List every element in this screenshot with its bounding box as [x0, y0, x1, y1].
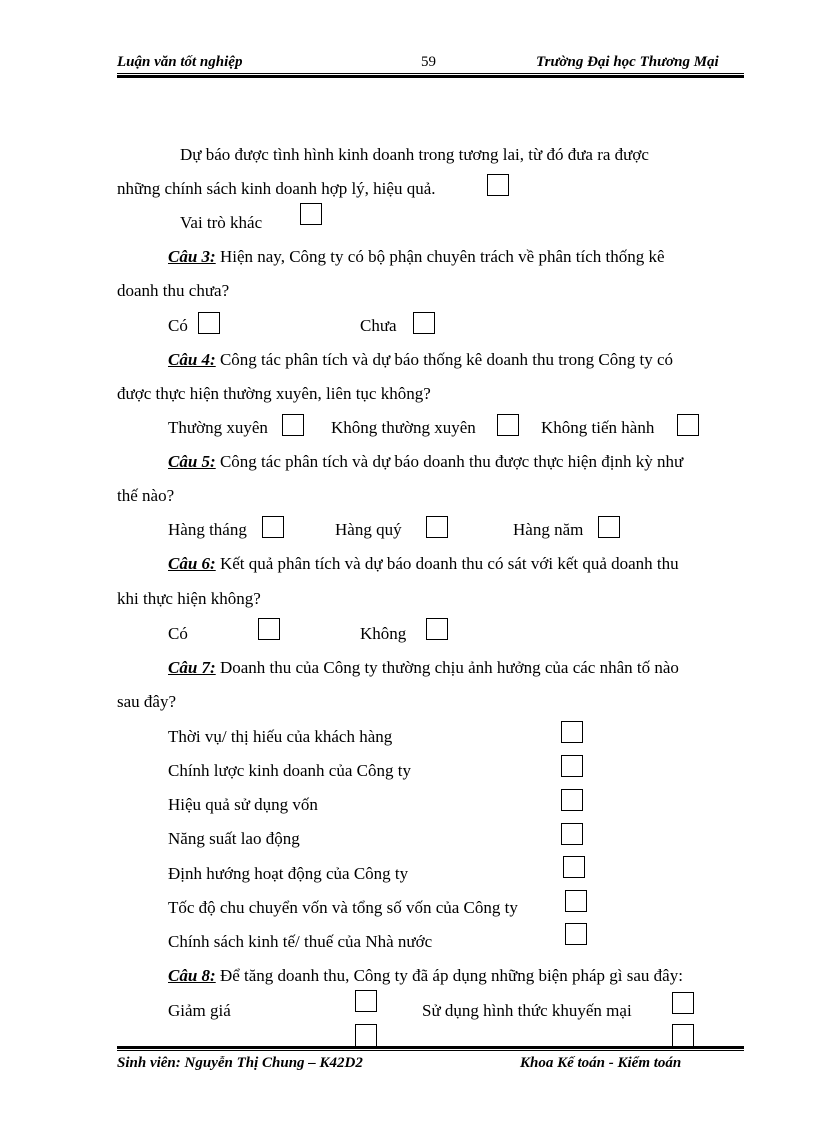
q8-opt2-checkbox[interactable]	[672, 992, 694, 1014]
q5-opt2-checkbox[interactable]	[426, 516, 448, 538]
q8-opt2-label: Sử dụng hình thức khuyến mại	[422, 1001, 632, 1020]
q5-text: Công tác phân tích và dự báo doanh thu được thực hiện định kỳ như	[215, 452, 684, 471]
q8-line-1	[168, 966, 683, 986]
q7-item: Tốc độ chu chuyển vốn và tổng số vốn của Công ty	[168, 898, 518, 917]
q7-item-checkbox[interactable]	[561, 721, 583, 743]
q7-item: Chính sách kinh tế/ thuế của Nhà nước	[168, 932, 433, 951]
q8-opt3-checkbox[interactable]	[355, 1024, 377, 1047]
q7-label: Câu 7:	[168, 658, 216, 677]
intro-line-2: những chính sách kinh doanh hợp lý, hiệu quả.	[117, 179, 436, 198]
q5-opt1-label: Hàng tháng	[168, 520, 247, 539]
footer-rule-thin	[117, 1050, 744, 1051]
q5-line-2: thế nào?	[117, 486, 175, 505]
q7-item: Định hướng hoạt động của Công ty	[168, 864, 409, 883]
q3-label: Câu 3:	[168, 247, 216, 266]
header-right: Trường Đại học Thương Mại	[536, 54, 719, 70]
q4-opt1-checkbox[interactable]	[282, 414, 304, 436]
q4-opt2-label: Không thường xuyên	[331, 418, 476, 437]
intro-line-1: Dự báo được tình hình kinh doanh trong tương lai, từ đó đưa ra được	[180, 145, 649, 164]
q7-item-checkbox[interactable]	[563, 856, 585, 878]
q6-line-1	[168, 554, 679, 574]
footer-left: Sinh viên: Nguyễn Thị Chung – K42D2	[117, 1055, 363, 1071]
q7-line-2: sau đây?	[117, 692, 177, 711]
q6-no-checkbox[interactable]	[426, 618, 448, 640]
q3-yes-label: Có	[168, 316, 188, 335]
q7-text: Doanh thu của Công ty thường chịu ảnh hưởng của các nhân tố nào	[215, 658, 679, 677]
q5-opt3-label: Hàng năm	[513, 520, 584, 539]
q8-opt1-label: Giảm giá	[168, 1001, 231, 1020]
q4-opt1-label: Thường xuyên	[168, 418, 268, 437]
header-rule-thick	[117, 75, 744, 78]
q7-item: Hiệu quả sử dụng vốn	[168, 795, 318, 814]
q4-line-2: được thực hiện thường xuyên, liên tục không?	[117, 384, 431, 403]
header-left: Luận văn tốt nghiệp	[117, 54, 243, 70]
q4-line-1	[168, 350, 673, 370]
q5-opt2-label: Hàng quý	[335, 520, 402, 539]
q7-item: Chính lược kinh doanh của Công ty	[168, 761, 411, 780]
other-role-label: Vai trò khác	[180, 213, 263, 232]
q5-opt3-checkbox[interactable]	[598, 516, 620, 538]
q8-text: Để tăng doanh thu, Công ty đã áp dụng những biện pháp gì sau đây:	[215, 966, 683, 985]
q5-line-1	[168, 452, 683, 472]
q6-yes-checkbox[interactable]	[258, 618, 280, 640]
q6-label: Câu 6:	[168, 554, 216, 573]
footer-rule-thick	[117, 1046, 744, 1049]
q5-opt1-checkbox[interactable]	[262, 516, 284, 538]
q3-text: Hiện nay, Công ty có bộ phận chuyên trách về phân tích thống kê	[215, 247, 665, 266]
q3-no-checkbox[interactable]	[413, 312, 435, 334]
page-number: 59	[421, 54, 436, 70]
q3-line-1	[168, 247, 665, 267]
q7-item-checkbox[interactable]	[561, 823, 583, 845]
q3-yes-checkbox[interactable]	[198, 312, 220, 334]
q8-opt1-checkbox[interactable]	[355, 990, 377, 1012]
checkbox-other-role[interactable]	[300, 203, 322, 225]
q4-text: Công tác phân tích và dự báo thống kê doanh thu trong Công ty có	[215, 350, 673, 369]
q6-yes-label: Có	[168, 624, 188, 643]
q4-opt3-label: Không tiến hành	[541, 418, 655, 437]
q7-item: Năng suất lao động	[168, 829, 300, 848]
q8-opt4-checkbox[interactable]	[672, 1024, 694, 1047]
q4-label: Câu 4:	[168, 350, 216, 369]
checkbox-forecast[interactable]	[487, 174, 509, 196]
q5-label: Câu 5:	[168, 452, 216, 471]
header-rule-thin	[117, 73, 744, 74]
q3-line-2: doanh thu chưa?	[117, 281, 230, 300]
q6-no-label: Không	[360, 624, 407, 643]
q7-item: Thời vụ/ thị hiếu của khách hàng	[168, 727, 393, 746]
q4-opt3-checkbox[interactable]	[677, 414, 699, 436]
q6-line-2: khi thực hiện không?	[117, 589, 261, 608]
q7-line-1	[168, 658, 679, 678]
q8-label: Câu 8:	[168, 966, 216, 985]
q7-item-checkbox[interactable]	[565, 890, 587, 912]
q7-item-checkbox[interactable]	[561, 755, 583, 777]
footer-right: Khoa Kế toán - Kiểm toán	[520, 1055, 682, 1071]
q7-item-checkbox[interactable]	[561, 789, 583, 811]
q7-item-checkbox[interactable]	[565, 923, 587, 945]
q4-opt2-checkbox[interactable]	[497, 414, 519, 436]
q3-no-label: Chưa	[360, 316, 397, 335]
q6-text: Kết quả phân tích và dự báo doanh thu có sát với kết quả doanh thu	[215, 554, 679, 573]
